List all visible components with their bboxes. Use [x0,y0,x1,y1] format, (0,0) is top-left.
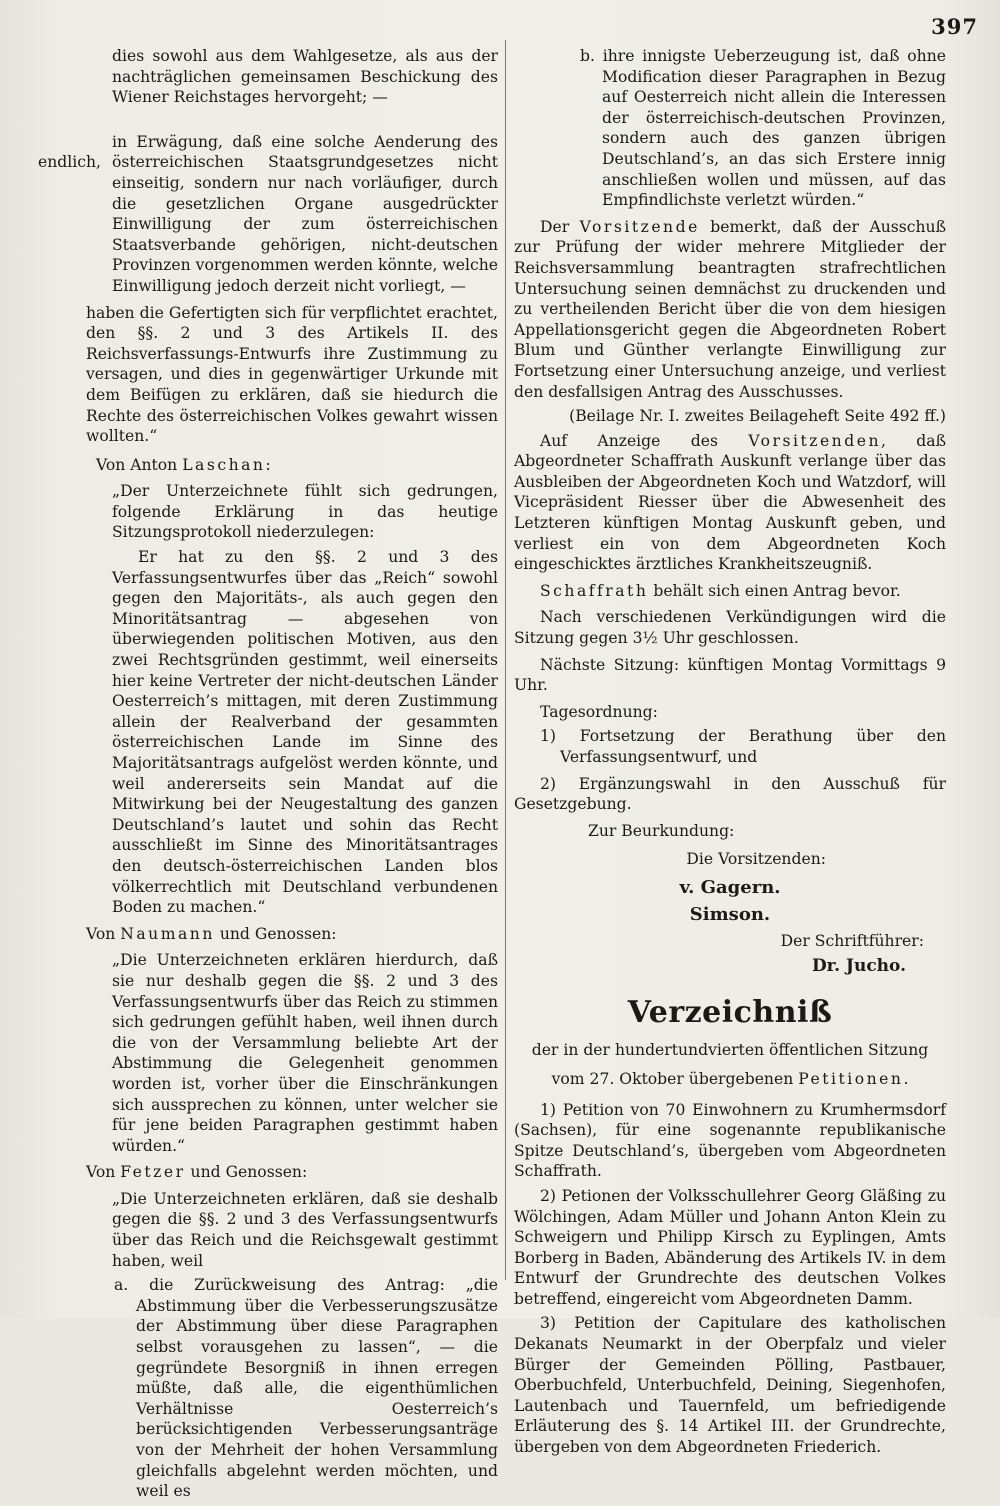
heading-prefix: Von [86,1163,121,1182]
paragraph-laschan-intro: „Der Unterzeichnete fühlt sich gedrungen, folgende Erklärung in das heutige Sitzungsprotokoll niederzulegen: [112,482,498,542]
text-suffix: . [903,1069,909,1088]
signature-jucho: Dr. Jucho. [811,955,906,976]
text-prefix: Auf Anzeige des [540,431,749,450]
margin-note-endlich: endlich, [38,153,101,171]
signature-simson: Simson. [689,903,771,925]
schriftfuehrer-title: Der Schriftführer: [780,932,924,951]
speaker-name: Vorsitzende [579,217,700,236]
emphasis: Petitionen [798,1069,904,1088]
agenda-item-1: 1) Fortsetzung der Berathung über den Verfassungsentwurf, und [540,727,946,766]
beilage-reference: (Beilage Nr. I. zweites Beilageheft Seite 492 ff.) [569,407,946,426]
heading-fetzer [86,1162,498,1183]
agenda-heading: Tagesordnung: [540,702,658,721]
vorsitzenden-title: Die Vorsitzenden: [686,850,826,869]
speaker-name: Vorsitzenden [748,431,881,450]
heading-suffix: : [265,455,271,474]
author-name: Fetzer [120,1163,186,1182]
verzeichniss-subtitle: der in der hundertundvierten öffentlichen Sitzung [531,1041,929,1060]
next-session: Nächste Sitzung: künftigen Montag Vormittags 9 Uhr. [514,655,946,695]
paragraph-anzeige [514,431,946,575]
heading-prefix: Von [86,924,121,943]
heading-laschan [96,455,498,476]
paragraph-wahlgesetz: dies sowohl aus dem Wahlgesetze, als aus der nachträglichen gemeinsamen Beschickung des Wiener Reichstages hervorgeht; — [112,47,498,107]
agenda-item-2: 2) Ergänzungswahl in den Ausschuß für Gesetzgebung. [514,774,946,814]
paragraph-naumann: „Die Unterzeichneten erklären hierdurch, daß sie nur deshalb gegen die §§. 2 und 3 des Verfassungsentwurfs über das Reich zu stimmen sich gedrungen gefühlt haben, weil ihnen durch die von der Versammlung beliebte Art der Abstimmung die Gelegenheit genommen worden ist, vorher über die Einschränkungen sich aussprechen zu können, unter welcher sie für jene beiden Paragraphen gestimmt haben würden.“ [112,951,498,1155]
text-prefix: Der [540,217,580,236]
text-prefix: vom 27. Oktober übergebenen [551,1069,799,1088]
author-name: Laschan [182,455,266,474]
verzeichniss-title: Verzeichniß [627,995,833,1031]
paragraph-sitzung-geschlossen: Nach verschiedenen Verkündigungen wird die Sitzung gegen 3½ Uhr geschlossen. [514,608,946,648]
heading-suffix: und Genossen: [214,924,337,943]
signature-gagern: v. Gagern. [679,876,781,898]
petition-2: 2) Petionen der Volksschullehrer Georg Gläßing zu Wölchingen, Adam Müller und Johann Anton Klein zu Schweigern und Philipp Kirsch zu Eyplingen, Amts Borberg in Baden, Abänderung des Artikels IV. in dem Entwurf der Grundrechte des deutschen Volkes betreffend, eingereicht vom Abgeordneten Damm. [514,1186,946,1308]
left-column [86,46,498,1506]
page-number: 397 [931,14,978,39]
text-body: , daß Abgeordneter Schaffrath Auskunft verlange über das Ausbleiben der Abgeordneten Koch und Watzdorf, will Vicepräsident Riesser über die Abwesenheit des Letzteren künftigen Montag Auskunft geben, und verliest ein von dem Abgeordneten Koch eingeschicktes ärztliches Krankheitszeugniß. [514,431,946,574]
paragraph-fetzer-b: b. ihre innigste Ueberzeugung ist, daß ohne Modification dieser Paragraphen in Bezug auf Oesterreich nicht allein die Interessen der österreichisch-deutschen Provinzen, sondern auch des ganzen übrigen Deutschland’s, an das sich Erstere innig anschließen wollen und müssen, auf das Empfindlichste verletzt würden.“ [580,47,946,210]
paragraph-gefertigten: haben die Gefertigten sich für verpflichtet erachtet, den §§. 2 und 3 des Artikels II. des Reichsverfassungs-Entwurfs ihre Zustimmung zu versagen, und dies in gegenwärtiger Urkunde mit dem Beifügen zu erklären, daß sie hiedurch die Rechte des österreichischen Volkes gewahrt wissen wollten.“ [86,303,498,446]
paragraph-fetzer-a: a. die Zurückweisung des Antrag: „die Abstimmung über die Verbesserungszusätze der Abstimmung über diese Paragraphen selbst vorausgehen zu lassen“, — die gegründete Besorgniß in ihnen erregen müßte, daß alle, die eigenthümlichen Verhältnisse Oesterreich’s berücksichtigenden Verbesserungsanträge von der Mehrheit der hohen Versammlung gleichfalls abgelehnt werden möchten, und weil es [114,1276,498,1501]
paragraph-laschan-body: Er hat zu den §§. 2 und 3 des Verfassungsentwurfes über das „Reich“ sowohl gegen den Majoritäts-, als auch gegen den Minoritätsantrag — abgesehen von überwiegenden politischen Motiven, aus den zwei Rechtsgründen gestimmt, weil einerseits hier keine Vertreter der nicht-deutschen Länder Oesterreich’s mittagen, mit deren Zustimmung allein der Realverband der gesammten österreichischen Lande im Sinne des Majoritätsantrags aufgelöst werden könnte, und weil andererseits sein Mandat auf die Mitwirkung bei der Neugestaltung des ganzen Deutschland’s lautet und sohin das Recht ausschließt im Sinne des Minoritätsantrages den deutsch-österreichischen Landen blos völkerrechtlich mit Deutschland verbundenen Boden zu machen.“ [112,548,498,917]
right-column [514,46,946,1462]
verzeichniss-date [514,1069,946,1090]
petition-3: 3) Petition der Capitulare des katholischen Dekanats Neumarkt in der Oberpfalz und vieler Bürger der Gemeinden Pölling, Pastbauer, Oberbuchfeld, Unterbuchfeld, Deining, Siegenhofen, Lautenbach und Tauernfeld, um befriedigende Erläuterung des §. 14 Artikel III. der Grundrechte, übergeben von dem Abgeordneten Friederich. [514,1314,946,1457]
heading-naumann [86,924,498,945]
paragraph-vorsitzender-ausschuss [514,217,946,402]
heading-prefix: Von Anton [96,455,183,474]
paragraph-erwaegung: in Erwägung, daß eine solche Aenderung des österreichischen Staatsgrundgesetzes nicht einseitig, sondern nur nach vorläufiger, durch die gesetzlichen Organe ausgedrückter Einwilligung der zum österreichischen Staatsverbande gehörigen, nicht-deutschen Provinzen vorgenommen werden könnte, welche Einwilligung jedoch derzeit nicht vorliegt, — [112,132,498,295]
heading-suffix: und Genossen: [185,1163,308,1182]
paragraph-fetzer: „Die Unterzeichneten erklären, daß sie deshalb gegen die §§. 2 und 3 des Verfassungsentwurfs über das Reich und die Reichsgewalt gestimmt haben, weil [112,1189,498,1270]
beurkundung-label: Zur Beurkundung: [588,821,735,840]
speaker-name: Schaffrath [540,581,649,600]
text-body: bemerkt, daß der Ausschuß zur Prüfung der wider mehrere Mitglieder der Reichsversammlung beantragten strafrechtlichen Untersuchung seinen demnächst zu druckenden und zu vertheilenden Bericht über die von dem hiesigen Appellationsgericht gegen die Abgeordneten Robert Blum und Günther verlangte Einwilligung zur Fortsetzung einer Untersuchung anzeige, und verliest den desfallsigen Antrag des Ausschusses. [514,217,946,401]
author-name: Naumann [120,924,215,943]
paragraph-schaffrath [514,581,946,602]
petition-1: 1) Petition von 70 Einwohnern zu Krumhermsdorf (Sachsen), für eine sogenannte republikanische Spitze Deutschland’s, übergeben vom Abgeordneten Schaffrath. [514,1100,946,1181]
column-divider [505,40,506,1280]
text-body: behält sich einen Antrag bevor. [648,581,901,600]
